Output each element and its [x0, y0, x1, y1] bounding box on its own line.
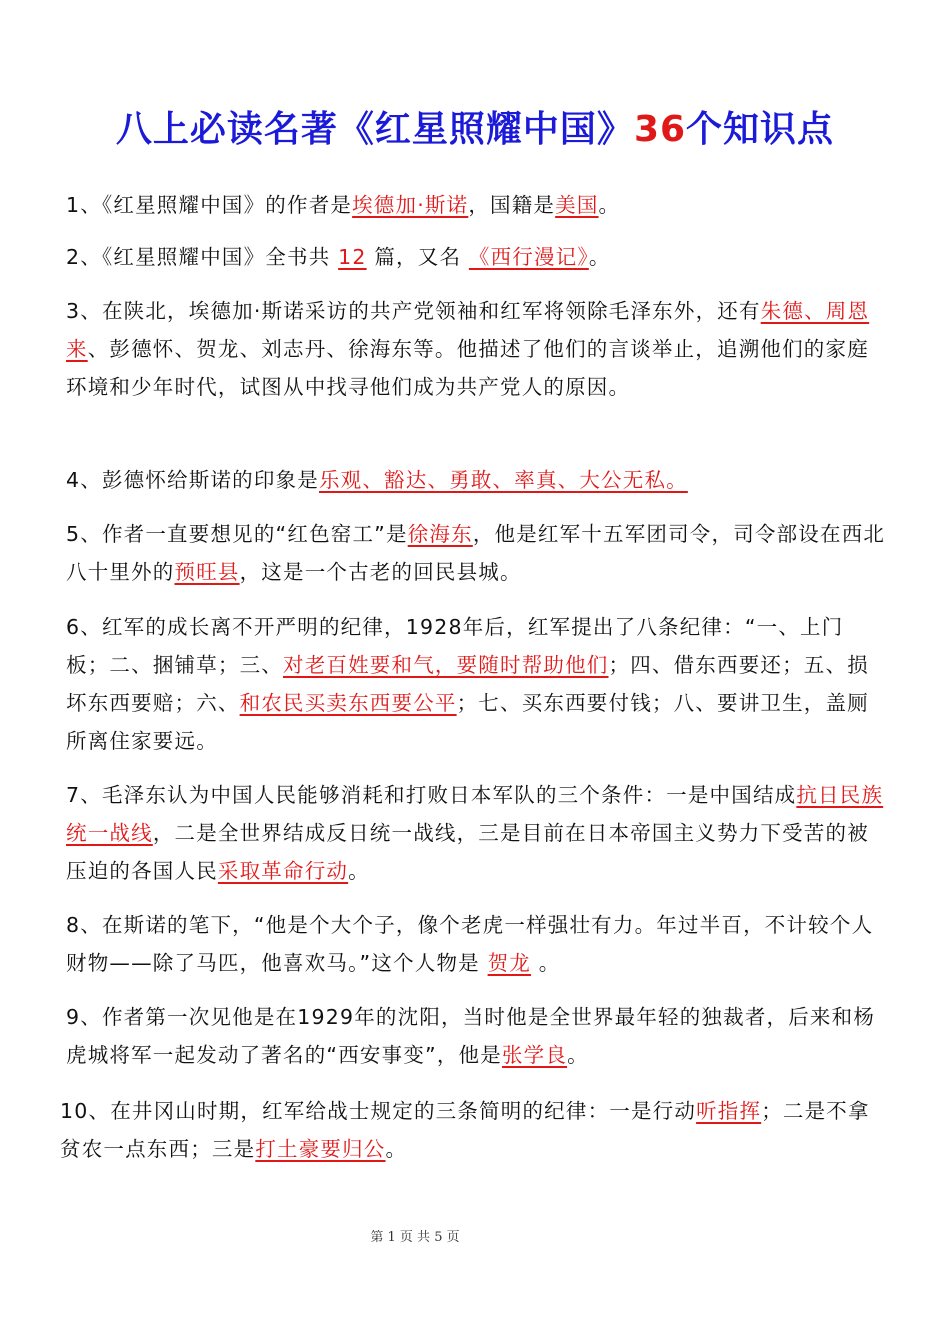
question-text: ，国籍是: [468, 193, 556, 217]
question-text: ；二是不拿贫农一点东西；三是: [60, 1099, 870, 1161]
question-2: [66, 238, 886, 276]
question-text: ，这是一个古老的回民县城。: [239, 560, 522, 584]
answer: 采取革命行动: [217, 859, 349, 883]
answer: 朱德、周恩来: [66, 299, 870, 361]
answer: 抗日民族统一战线: [66, 783, 884, 845]
question-text: 作者第一次见他是在1929年的沈阳，当时他是全世界最年轻的独裁者，后来和杨虎城将军一起发动了著名的“西安事变”，他是: [66, 1005, 876, 1067]
question-9: [66, 998, 886, 1074]
question-text: 在陕北，埃德加·斯诺采访的共产党领袖和红军将领除毛泽东外，还有: [101, 299, 761, 323]
question-number: 10、: [60, 1099, 111, 1123]
page-title: [0, 102, 950, 158]
question-text: ，他是红军十五军团司令，司令部设在西北八十里外的: [66, 522, 886, 584]
answer: 贺龙: [487, 951, 531, 975]
answer: 乐观、豁达、勇敢、率真、大公无私。: [318, 468, 688, 492]
question-number: 1、: [66, 193, 102, 217]
question-text: 。: [598, 193, 621, 217]
title-part-1: 八上必读名著《红星照耀中国》: [115, 109, 634, 150]
answer: 徐海东: [407, 522, 473, 546]
question-6: [66, 608, 886, 760]
answer: 打土豪要归公: [255, 1137, 386, 1161]
question-8: [66, 906, 886, 982]
question-text: ；七、买东西要付钱；八、要讲卫生，盖厕所离住家要远。: [66, 691, 869, 753]
question-number: 2、: [66, 245, 102, 269]
question-text: 彭德怀给斯诺的印象是: [101, 468, 319, 492]
answer: 美国: [555, 193, 599, 217]
question-4: [66, 461, 886, 499]
title-part-3: 个知识点: [686, 109, 835, 150]
question-text: 毛泽东认为中国人民能够消耗和打败日本军队的三个条件：一是中国结成: [101, 783, 797, 807]
question-3: [66, 292, 886, 406]
question-7: [66, 776, 886, 890]
question-text: 。: [567, 1043, 589, 1067]
answer: 12: [338, 245, 367, 269]
question-1: [66, 186, 886, 224]
question-number: 7、: [66, 783, 102, 807]
question-text: 。: [348, 859, 370, 883]
answer: 埃德加·斯诺: [352, 193, 469, 217]
question-number: 6、: [66, 615, 102, 639]
question-number: 3、: [66, 299, 102, 323]
question-text: 在井冈山时期，红军给战士规定的三条简明的纪律：一是行动: [110, 1099, 697, 1123]
question-number: 5、: [66, 522, 102, 546]
answer: 对老百姓要和气，要随时帮助他们: [283, 653, 609, 677]
answer: 预旺县: [174, 560, 240, 584]
question-text: 篇，又名: [374, 245, 462, 269]
answer: 张学良: [501, 1043, 568, 1067]
question-text: 。: [538, 951, 561, 975]
question-number: 4、: [66, 468, 102, 492]
question-text: 。: [385, 1137, 408, 1161]
answer: 和农民买卖东西要公平: [239, 691, 457, 715]
question-text: 作者一直要想见的“红色窑工”是: [101, 522, 408, 546]
question-text: 《红星照耀中国》的作者是: [101, 193, 353, 217]
question-text: 在斯诺的笔下，“他是个大个子，像个老虎一样强壮有力。年过半百，不计较个人财物——除了马匹，他喜欢马。”这个人物是: [66, 913, 874, 975]
title-part-2: 36: [633, 109, 687, 150]
question-text: 红军的成长离不开严明的纪律，1928年后，红军提出了八条纪律：“一、上门板；二、捆铺草；三、: [66, 615, 844, 677]
question-text: ，二是全世界结成反日统一战线，三是目前在日本帝国主义势力下受苦的被压迫的各国人民: [66, 821, 869, 883]
question-text: 《红星照耀中国》全书共: [101, 245, 331, 269]
question-5: [66, 515, 886, 591]
answer: 《西行漫记》: [468, 245, 589, 269]
question-text: ；四、借东西要还；五、损坏东西要赔；六、: [66, 653, 869, 715]
question-number: 9、: [66, 1005, 102, 1029]
page-footer: 第 1 页 共 5 页: [370, 1230, 460, 1245]
question-text: 、彭德怀、贺龙、刘志丹、徐海东等。他描述了他们的言谈举止，追溯他们的家庭环境和少年时代，试图从中找寻他们成为共产党人的原因。: [66, 337, 869, 399]
question-text: 。: [588, 245, 611, 269]
answer: 听指挥: [696, 1099, 762, 1123]
question-number: 8、: [66, 913, 102, 937]
question-10: [60, 1092, 886, 1168]
